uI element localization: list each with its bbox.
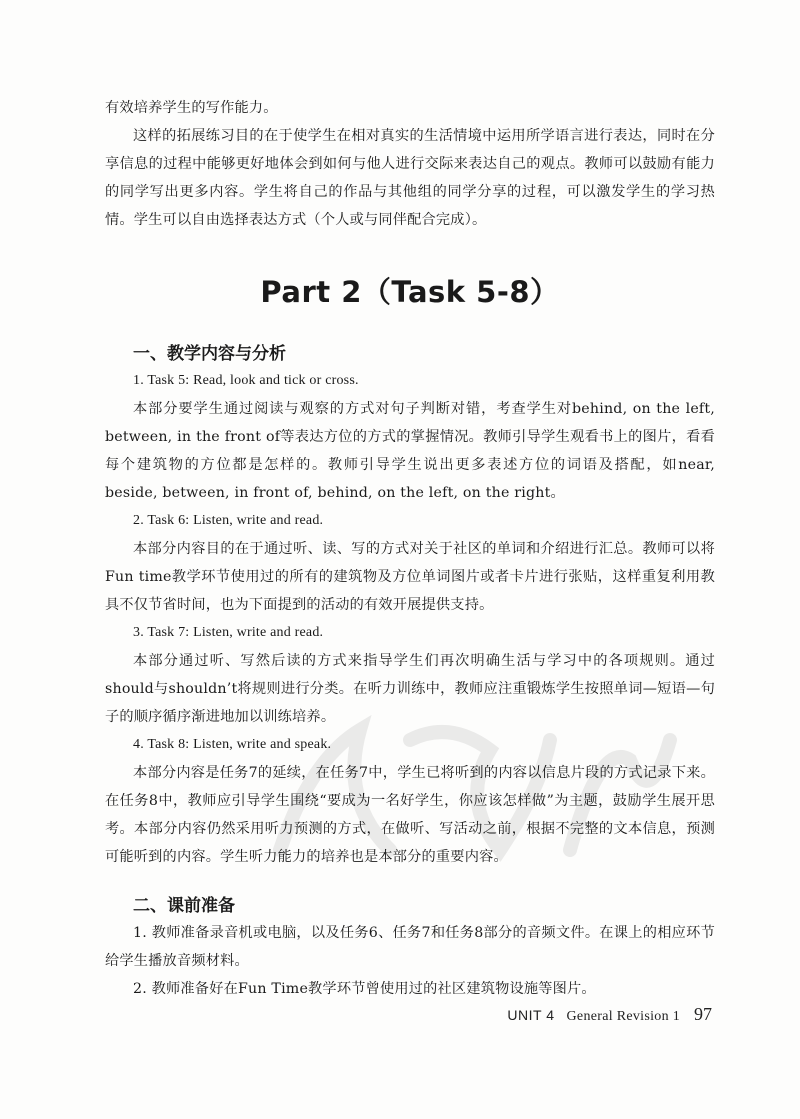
task-description: 本部分要学生通过阅读与观察的方式对句子判断对错，考查学生对behind, on the left, between, in the front of等表达方位的方式的掌握情况。教师引导学生观看书上的图片，看看每个建筑物的方位都是怎样的。教师引导学生说出更多表述方位的词语及搭配，如near, beside, between, in front of, behind, on the left, on the right。 (105, 401, 715, 501)
task-block (105, 619, 715, 731)
preparation-item: 2. 教师准备好在Fun Time教学环节曾使用过的社区建筑物设施等图片。 (133, 981, 596, 997)
footer-unit: UNIT 4 (507, 1007, 555, 1023)
section-heading-preparation: 二、课前准备 (133, 896, 235, 916)
task-block (105, 507, 715, 619)
page-number: 97 (694, 1004, 712, 1024)
task-block (105, 731, 715, 871)
task-description: 本部分内容目的在于通过听、读、写的方式对关于社区的单词和介绍进行汇总。教师可以将Fun time教学环节使用过的所有的建筑物及方位单词图片或者卡片进行张贴，这样重复利用教具不仅节省时间，也为下面提到的活动的有效开展提供支持。 (105, 541, 715, 613)
part-title: Part 2（Task 5-8） (260, 275, 560, 309)
preparation-item: 1. 教师准备录音机或电脑，以及任务6、任务7和任务8部分的音频文件。在课上的相应环节给学生播放音频材料。 (105, 925, 715, 969)
section-heading-content-analysis: 一、教学内容与分析 (133, 344, 286, 364)
task-label: 4. Task 8: Listen, write and speak. (133, 737, 332, 752)
intro-paragraph-2: 这样的拓展练习目的在于使学生在相对真实的生活情境中运用所学语言进行表达，同时在分享信息的过程中能够更好地体会到如何与他人进行交际来表达自己的观点。教师可以鼓励有能力的同学写出更多内容。学生将自己的作品与其他组的同学分享的过程，可以激发学生的学习热情。学生可以自由选择表达方式（个人或与同伴配合完成）。 (105, 128, 715, 228)
task-label: 3. Task 7: Listen, write and read. (133, 625, 324, 640)
task-label: 2. Task 6: Listen, write and read. (133, 513, 324, 528)
page-footer (507, 1004, 712, 1025)
footer-unit-title: General Revision 1 (566, 1009, 680, 1024)
task-label: 1. Task 5: Read, look and tick or cross. (133, 373, 359, 388)
task-description: 本部分内容是任务7的延续，在任务7中，学生已将听到的内容以信息片段的方式记录下来。在任务8中，教师应引导学生围绕“要成为一名好学生，你应该怎样做”为主题，鼓励学生展开思考。本部分内容仍然采用听力预测的方式，在做听、写活动之前，根据不完整的文本信息，预测可能听到的内容。学生听力能力的培养也是本部分的重要内容。 (105, 765, 715, 865)
task-block (105, 367, 715, 507)
page-content (105, 94, 715, 1003)
intro-paragraph-1: 有效培养学生的写作能力。 (105, 100, 278, 116)
task-description: 本部分通过听、写然后读的方式来指导学生们再次明确生活与学习中的各项规则。通过should与shouldn’t将规则进行分类。在听力训练中，教师应注重锻炼学生按照单词—短语—句子的顺序循序渐进地加以训练培养。 (105, 653, 715, 725)
